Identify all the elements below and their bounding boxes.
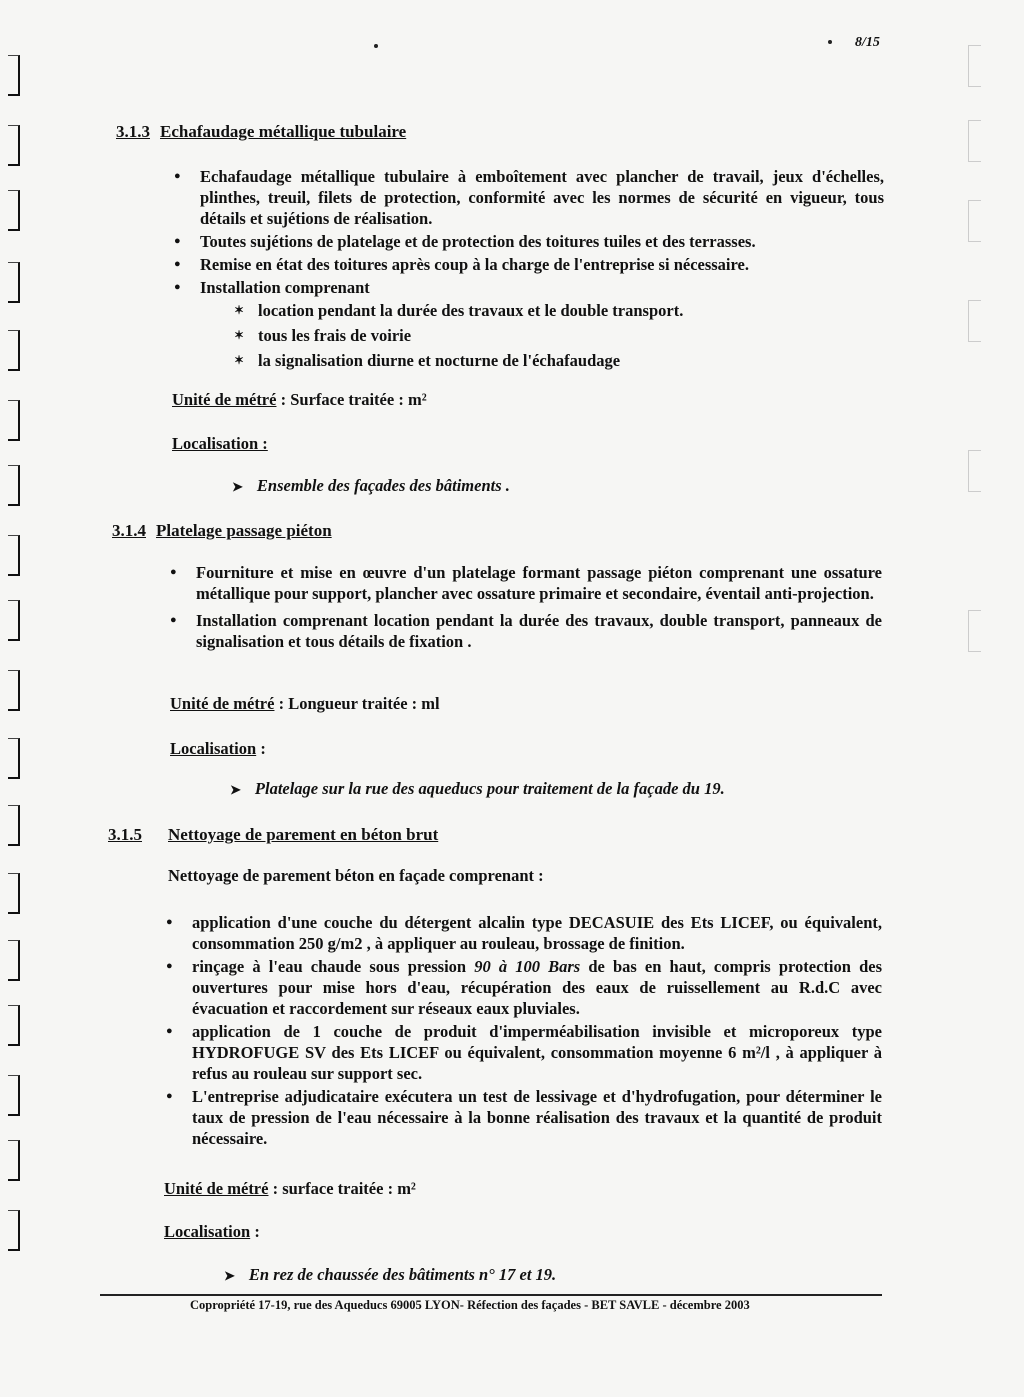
section-heading-3-1-5 <box>108 825 438 845</box>
arrow-bullet-icon: ➤ <box>230 782 241 797</box>
section-title: Nettoyage de parement en béton brut <box>168 825 439 844</box>
scan-margin-mark <box>8 738 20 779</box>
list-item <box>166 956 882 1019</box>
section-number: 3.1.4 <box>112 521 146 540</box>
sub-list-item: ✶ la signalisation diurne et nocturne de l'échafaudage <box>234 350 884 371</box>
list-item: ● Fourniture et mise en œuvre d'un platelage formant passage piéton comprenant une ossature métallique pour support, plancher avec ossature primaire et secondaire, éventail anti-projection. <box>170 562 882 604</box>
scan-dot <box>828 40 832 44</box>
section-intro: Nettoyage de parement béton en façade comprenant : <box>168 866 544 885</box>
scan-margin-mark <box>8 1005 20 1046</box>
unit-value: : surface traitée : m² <box>268 1179 416 1198</box>
unit-label: Unité de métré <box>170 694 275 713</box>
page-footer: Copropriété 17-19, rue des Aqueducs 69005 LYON- Réfection des façades - BET SAVLE - décembre 2003 <box>190 1298 750 1312</box>
scan-margin-mark <box>8 125 20 166</box>
unit-line <box>172 390 427 410</box>
arrow-bullet-icon: ➤ <box>224 1268 235 1283</box>
localisation-label: Localisation : <box>172 434 268 453</box>
list-item: ● Remise en état des toitures après coup à la charge de l'entreprise si nécessaire. <box>174 254 884 275</box>
scan-margin-mark <box>8 330 20 371</box>
section-number: 3.1.3 <box>116 122 150 141</box>
localisation-text: En rez de chaussée des bâtiments n° 17 et 19. <box>248 1265 557 1284</box>
list-item: ● application d'une couche du détergent alcalin type DECASUIE des Ets LICEF, ou équivalent, consommation 250 g/m2 , à appliquer au rouleau, brossage de finition. <box>166 912 882 954</box>
scan-edge-mark <box>968 610 981 652</box>
unit-label: Unité de métré <box>164 1179 269 1198</box>
list-item: ● L'entreprise adjudicataire exécutera un test de lessivage et d'hydrofugation, pour déterminer le taux de pression de l'eau nécessaire à la bonne réalisation des travaux et la quantité de produit nécessaire. <box>166 1086 882 1149</box>
list-item: ● application de 1 couche de produit d'imperméabilisation invisible et microporeux type HYDROFUGE SV des Ets LICEF ou équivalent, consommation moyenne 6 m²/l , à appliquer à refus au rouleau sur support sec. <box>166 1021 882 1084</box>
scan-edge-mark <box>968 45 981 87</box>
unit-label: Unité de métré <box>172 390 277 409</box>
sub-bullet-list <box>234 300 884 371</box>
scan-margin-mark <box>8 1210 20 1251</box>
arrow-bullet-icon: ➤ <box>232 479 243 494</box>
list-item <box>174 277 884 371</box>
localisation-value <box>232 476 510 496</box>
scan-edge-mark <box>968 200 981 242</box>
localisation-value <box>230 779 725 799</box>
scan-margin-mark <box>8 1140 20 1181</box>
scan-margin-mark <box>8 670 20 711</box>
footer-rule <box>100 1294 882 1296</box>
scan-margin-mark <box>8 55 20 96</box>
localisation-label: Localisation <box>170 739 257 758</box>
scan-edge-mark <box>968 300 981 342</box>
list-item: ● Installation comprenant location pendant la durée des travaux, double transport, panneaux de signalisation et tous détails de fixation . <box>170 610 882 652</box>
sub-list-item: ✶ location pendant la durée des travaux et le double transport. <box>234 300 884 321</box>
scan-margin-mark <box>8 535 20 576</box>
list-item: ● Echafaudage métallique tubulaire à emboîtement avec plancher de travail, jeux d'échelles, plinthes, treuil, filets de protection, conformité avec les normes de sécurité en vigueur, tous détails et sujétions de réalisation. <box>174 166 884 229</box>
section-title: Platelage passage piéton <box>156 521 332 540</box>
section-number: 3.1.5 <box>108 825 142 844</box>
scan-margin-mark <box>8 262 20 303</box>
bullet-list-3-1-4 <box>170 562 882 654</box>
localisation-label: Localisation <box>164 1222 251 1241</box>
unit-line <box>164 1179 416 1199</box>
localisation-line <box>164 1222 260 1242</box>
unit-value: : Longueur traitée : ml <box>274 694 440 713</box>
bullet-list-3-1-5 <box>166 912 882 1151</box>
scan-edge-mark <box>968 120 981 162</box>
section-title: Echafaudage métallique tubulaire <box>160 122 407 141</box>
unit-value: : Surface traitée : m² <box>276 390 427 409</box>
section-heading-3-1-4 <box>112 521 332 541</box>
scan-margin-mark <box>8 465 20 506</box>
localisation-colon: : <box>250 1222 260 1241</box>
localisation-colon: : <box>256 739 266 758</box>
scan-dot <box>374 44 378 48</box>
localisation-line <box>172 434 268 454</box>
localisation-line <box>170 739 266 759</box>
list-item-label: Installation comprenant <box>200 278 370 297</box>
scan-margin-mark <box>8 873 20 914</box>
list-item-text: rinçage à l'eau chaude sous pression <box>192 957 475 976</box>
localisation-text: Platelage sur la rue des aqueducs pour traitement de la façade du 19. <box>254 779 725 798</box>
localisation-value <box>224 1265 556 1285</box>
list-item: ● Toutes sujétions de platelage et de protection des toitures tuiles et des terrasses. <box>174 231 884 252</box>
sub-list-item: ✶ tous les frais de voirie <box>234 325 884 346</box>
scan-margin-mark <box>8 600 20 641</box>
scan-margin-mark <box>8 805 20 846</box>
scan-margin-mark <box>8 190 20 231</box>
scan-edge-mark <box>968 450 981 492</box>
scan-margin-mark <box>8 400 20 441</box>
scan-margin-mark <box>8 940 20 981</box>
list-item-text: de bas en haut, compris protection des ouvertures pour mise hors d'eau, récupération des eaux de ruissellement au R.d.C avec évacuation et raccordement sur réseaux eaux pluviales. <box>192 957 882 1018</box>
localisation-text: Ensemble des façades des bâtiments . <box>256 476 510 495</box>
bullet-list-3-1-3 <box>174 166 884 375</box>
unit-line <box>170 694 440 714</box>
scan-margin-mark <box>8 1075 20 1116</box>
pressure-value: 90 à 100 Bars <box>474 957 581 976</box>
page-number: 8/15 <box>855 35 880 50</box>
section-heading-3-1-3 <box>116 122 406 142</box>
